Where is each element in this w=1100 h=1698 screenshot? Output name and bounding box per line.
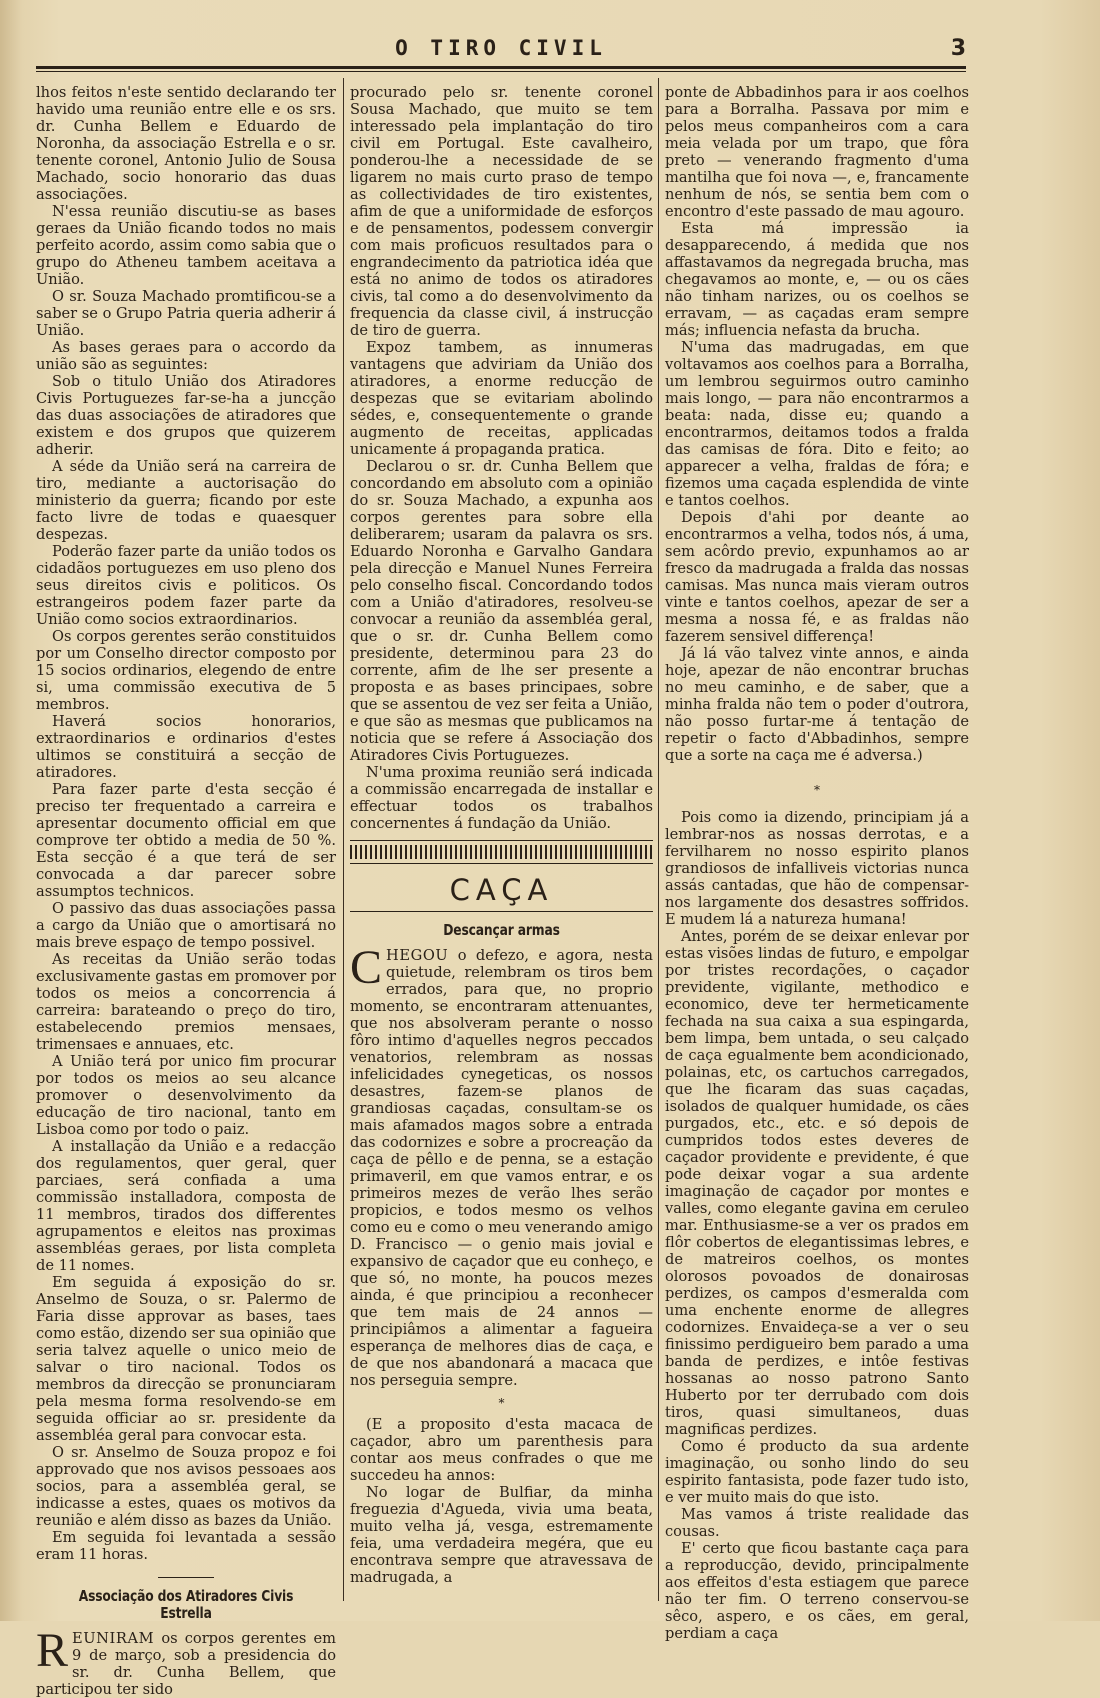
paragraph: Pois como ia dizendo, principiam já a lembrar-nos as nossas derrotas, e a fervilharem no nosso espirito planos grandiosos de infalliveis victorias nunca assás cantadas, que hão de compensar-nos largamente dos desastres soffridos. E mudem lá a natureza humana! <box>665 809 969 928</box>
paragraph: A installação da União e a redacção dos regulamentos, quer geral, quer parciaes, será confiada a uma commissão installadora, composta de 11 membros, tirados dos differentes agrupamentos e eleitos nas proximas assembléas geraes, por lista completa de 11 nomes. <box>36 1138 336 1274</box>
paragraph-with-dropcap <box>350 941 654 1389</box>
paragraph: ponte de Abbadinhos para ir aos coelhos para a Borralha. Passava por mim e pelos meus companheiros com a cara meia velada por um trapo, que fôra preto — venerando fragmento d'uma mantilha que foi nova —, e, francamente nenhum de nós, se sentia bem com o encontro d'este passado de mau agouro. <box>665 84 969 220</box>
paragraph: N'uma das madrugadas, em que voltavamos aos coelhos para a Borralha, um lembrou seguirmos outro caminho mais longo, — para não encontrarmos a beata: nada, disse eu; quando a encontrarmos, deitamos todos a fralda das camisas de fóra. Dito e feito; ao apparecer a velha, fraldas de fóra; e fizemos uma caçada esplendida de vinte e tantos coelhos. <box>665 339 969 509</box>
section-asterisk: * <box>814 783 820 797</box>
header-rule-thick <box>36 66 966 69</box>
paragraph: Antes, porém de se deixar enlevar por estas visões lindas de futuro, e empolgar por tristes recordações, o caçador previdente, vigilante, methodico e economico, deve ter hermeticamente fechada na sua caixa a sua espingarda, bem limpa, bem untada, o seu calçado de caça egualmente bem acondicionado, polainas, etc, os cartuchos carregados, que lhe ficaram das suas caçadas, isolados de qualquer humidade, os cães purgados, etc., etc. e só depois de cumpridos todos estes deveres de caçador providente e previdente, é que pode deixar vogar a sua ardente imaginação de caçador por montes e valles, como elegante gavina em ceruleo mar. Enthusiasme-se a ver os prados em flôr cobertos de elegantissimas lebres, e de matreiros coelhos, os montes olorosos povoados de donairosas perdizes, os campos d'esmeralda com uma enchente enorme de allegres codornizes. Envaideça-se a ver o seu finissimo perdigueiro bem parado a uma banda de perdizes, e intôe festivas hossanas ao nosso patrono Santo Huberto por ter derrubado com dois tiros, quasi simultaneos, duas magnificas perdizes. <box>665 928 969 1438</box>
section-title: CAÇA <box>449 873 554 907</box>
paragraph: Os corpos gerentes serão constituidos por um Conselho director composto por 15 socios ordinarios, elegendo de entre si, uma commissão executiva de 5 membros. <box>36 628 336 713</box>
newspaper-title: O TIRO CIVIL <box>395 36 607 60</box>
paragraph: O sr. Anselmo de Souza propoz e foi approvado que nos avisos pessoaes aos socios, para a assembléa geral, se indicasse a estes, quaes os motivos da reunião e além disso as bazes da União. <box>36 1444 336 1529</box>
paragraph: As receitas da União serão todas exclusivamente gastas em promover por todos os meios a concorrencia á carreira: barateando o preço do tiro, estabelecendo premios mensaes, trimensaes e annuaes, etc. <box>36 951 336 1053</box>
paragraph: (E a proposito d'esta macaca de caçador, abro um parenthesis para contar aos meus confrades o que me succedeu ha annos: <box>350 1416 653 1484</box>
paragraph: A União terá por unico fim procurar por todos os meios ao seu alcance promover o desenvolvimento da educação de tiro nacional, tanto em Lisboa como por todo o paiz. <box>36 1053 336 1138</box>
paragraph-with-dropcap <box>36 1624 337 1698</box>
paragraph: Já lá vão talvez vinte annos, e ainda hoje, apezar de não encontrar bruchas no meu caminho, e de saber, que a minha fralda não tem o poder d'outrora, não posso furtar-me á tentação de repetir o facto d'Abbadinhos, sempre que a sorte na caça me é adversa.) <box>665 645 969 764</box>
paragraph: Em seguida foi levantada a sessão eram 11 horas. <box>36 1529 336 1563</box>
paragraph: Sob o titulo União dos Atiradores Civis Portuguezes far-se-ha a juncção das duas associações de atiradores que existem e dos grupos que quizerem adherir. <box>36 373 336 458</box>
paragraph: A séde da União será na carreira de tiro, mediante a auctorisação do ministerio da guerra; ficando por este facto livre de todas e quaesquer despezas. <box>36 458 336 543</box>
column-3 <box>665 84 969 1642</box>
separator-rule <box>158 1577 214 1578</box>
article-subheading: Associação dos Atiradores Civis Estrella <box>78 1587 294 1622</box>
column-1 <box>36 84 336 1698</box>
small-caps-lead: HEGOU <box>386 947 449 964</box>
paragraph: Declarou o sr. dr. Cunha Bellem que concordando em absoluto com a opinião do sr. Souza Machado, a expunha aos corpos gerentes para sobre ella deliberarem; usaram da palavra os srs. Eduardo Noronha e Garvalho Gandara pela direcção e Manuel Nunes Ferreira pelo conselho fiscal. Concordando todos com a União d'atiradores, resolveu-se convocar a reunião da assembléa geral, que o sr. dr. Cunha Bellem como presidente, determinou para 23 do corrente, afim de lhe ser presente a proposta e as bases principaes, sobre que se assentou de vez ser feita a União, e que são as mesmas que publicamos na noticia que se refere á Associação dos Atiradores Civis Portuguezes. <box>350 458 653 764</box>
paragraph: N'uma proxima reunião será indicada a commissão encarregada de installar e effectuar todos os trabalhos concernentes á fundação da União. <box>350 764 653 832</box>
paragraph: N'essa reunião discutiu-se as bases geraes da União ficando todos no mais perfeito acordo, assim como sabia que o grupo do Atheneu tambem aceitava a União. <box>36 203 336 288</box>
paragraph: Depois d'ahi por deante ao encontrarmos a velha, todos nós, á uma, sem acôrdo previo, expunhamos ao ar fresco da madrugada a fralda das nossas camisas. Mas nunca mais vieram outros vinte e tantos coelhos, apezar de ser a mesma a nossa fé, e as fraldas não fazerem sensivel differença! <box>665 509 969 645</box>
paragraph: procurado pelo sr. tenente coronel Sousa Machado, que muito se tem interessado pela implantação do tiro civil em Portugal. Este cavalheiro, ponderou-lhe a necessidade de se ligarem no mais curto praso de tempo as collectividades de tiro existentes, afim de que a uniformidade de esforços e de pensamentos, podessem convergir com mais proficuos resultados para o engrandecimento da patriotica idéa que está no animo de todos os atiradores civis, tal como a do desenvolvimento da frequencia da classe civil, á instrucção de tiro de guerra. <box>350 84 653 339</box>
paragraph: O sr. Souza Machado promtificou-se a saber se o Grupo Patria queria adherir á União. <box>36 288 336 339</box>
column-divider <box>658 78 659 1601</box>
page-header <box>36 30 966 64</box>
ornamental-border <box>350 840 653 864</box>
paragraph: O passivo das duas associações passa a cargo da União que o amortisará no mais breve espaço de tempo possivel. <box>36 900 336 951</box>
paragraph: Poderão fazer parte da união todos os cidadãos portuguezes em uso pleno dos seus direitos civis e politicos. Os estrangeiros podem fazer parte da União como socios extraordinarios. <box>36 543 336 628</box>
section-asterisk: * <box>498 1396 505 1410</box>
paragraph: Em seguida á exposição do sr. Anselmo de Souza, o sr. Palermo de Faria disse approvar as bases, taes como estão, dizendo ser sua opinião que seria talvez aquelle o unico meio de salvar o tiro nacional. Todos os membros da direcção se pronunciaram pela mesma forma resolvendo-se em seguida officiar ao sr. presidente da assembléa geral para convocar esta. <box>36 1274 336 1444</box>
header-rule-thin <box>36 71 966 72</box>
paragraph: E' certo que ficou bastante caça para a reproducção, devido, principalmente aos effeitos d'esta estiagem que parece não ter fim. O terreno conservou-se sêco, aspero, e os cães, em geral, perdiam a caça <box>665 1540 969 1642</box>
separator-rule <box>350 911 653 912</box>
small-caps-lead: EUNIRAM <box>72 1630 155 1647</box>
paragraph-text: os corpos gerentes em 9 de março, sob a presidencia do sr. dr. Cunha Bellem, que participou ter sido <box>36 1630 337 1698</box>
paragraph: Haverá socios honorarios, extraordinarios e ordinarios d'estes ultimos se constituirá a secção de atiradores. <box>36 713 336 781</box>
paragraph: No logar de Bulfiar, da minha freguezia d'Agueda, vivia uma beata, muito velha já, vesga, estremamente feia, uma verdadeira megéra, que eu encontrava sempre que atravessava de madrugada, a <box>350 1484 653 1586</box>
drop-cap: R <box>36 1624 69 1677</box>
paragraph: As bases geraes para o accordo da união são as seguintes: <box>36 339 336 373</box>
column-divider <box>343 78 344 1601</box>
page-number: 3 <box>950 36 966 61</box>
paragraph: lhos feitos n'este sentido declarando ter havido uma reunião entre elle e os srs. dr. Cunha Bellem e Eduardo de Noronha, da associação Estrella e o sr. tenente coronel, Antonio Julio de Sousa Machado, socio honorario das duas associações. <box>36 84 336 203</box>
paragraph: Expoz tambem, as innumeras vantagens que adviriam da União dos atiradores, a enorme reducção de despezas que se evitariam abolindo sédes, e, consequentemente o grande augmento de receitas, applicadas unicamente á propaganda pratica. <box>350 339 653 458</box>
paragraph-text: o defezo, e agora, nesta quietude, relembram os tiros bem errados, para que, no proprio momento, se encontraram attenuantes, que nos absolveram perante o nosso fôro intimo d'aquelles negros peccados venatorios, relembram as nossas infelicidades cynegeticas, os nossos desastres, fazem-se planos de grandiosas caçadas, consultam-se os mais afamados magos sobre a entrada das codornizes e sobre a procreação da caça de pêllo e de penna, se a estação primaveril, em que vamos entrar, e os primeiros mezes de verão lhes serão propicios, e todos mesmo os velhos como eu e como o meu venerando amigo D. Francisco — o genio mais jovial e expansivo de caçador que eu conheço, e que só, no monte, ha poucos mezes ainda, é que principiou a reconhecer que tem mais de 24 annos — principiâmos a alimentar a fagueira esperança de melhores dias de caça, e de que nos abandonará a macaca que nos perseguia sempre. <box>350 947 654 1389</box>
paragraph: Para fazer parte d'esta secção é preciso ter frequentado a carreira e apresentar documento official em que comprove ter obtido a media de 50 %. Esta secção é a que terá de ser convocada a dar parecer sobre assumptos technicos. <box>36 781 336 900</box>
paragraph: Mas vamos á triste realidade das cousas. <box>665 1506 969 1540</box>
column-2 <box>350 84 653 1586</box>
paragraph: Como é producto da sua ardente imaginação, ou sonho lindo do seu espirito fantasista, pode fazer tudo isto, e ver muito mais do que isto. <box>665 1438 969 1506</box>
paragraph: Esta má impressão ia desapparecendo, á medida que nos affastavamos da negregada brucha, mas chegavamos ao monte, e, — ou os cães não tinham narizes, ou os coelhos se erravam, — as caçadas eram sempre más; influencia nefasta da brucha. <box>665 220 969 339</box>
article-subheading: Descançar armas <box>443 921 560 939</box>
drop-cap: C <box>350 941 383 994</box>
